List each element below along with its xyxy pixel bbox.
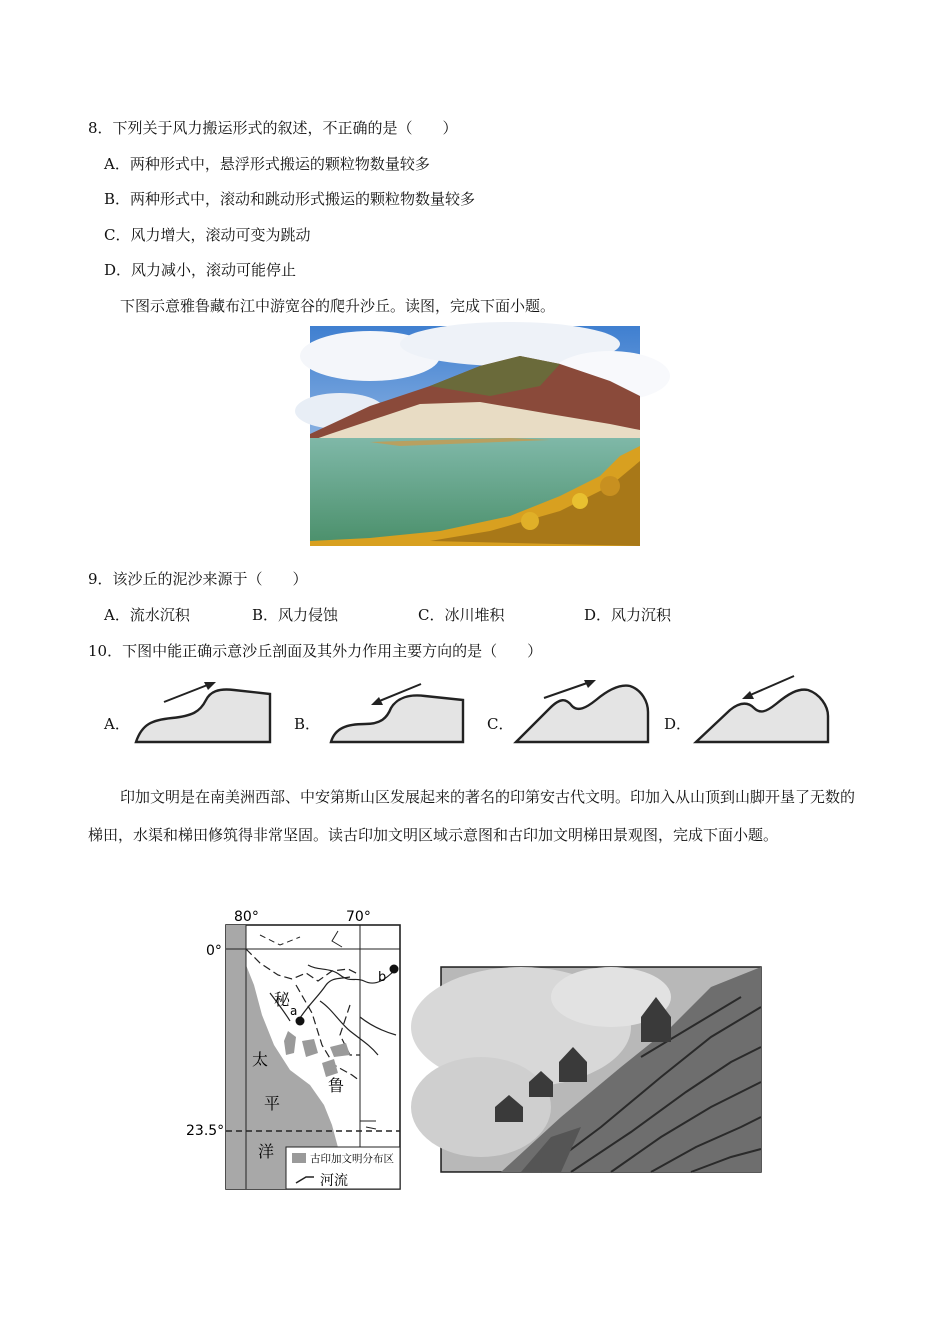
terrace-photo (441, 967, 761, 1172)
inca-map (186, 905, 405, 1195)
q10-diagram-d[interactable] (690, 672, 835, 750)
lon-80-label: 80° (234, 909, 259, 925)
intro-dune: 下图示意雅鲁藏布江中游宽谷的爬升沙丘。读图，完成下面小题。 (120, 297, 556, 315)
ocean-char-1: 太 (252, 1050, 269, 1069)
ocean-char-3: 洋 (258, 1142, 275, 1161)
q9-stem: 9．该沙丘的泥沙来源于（ ） (88, 570, 308, 588)
q8-option-b[interactable]: B．两种形式中，滚动和跳动形式搬运的颗粒物数量较多 (104, 190, 476, 208)
q8-stem: 8．下列关于风力搬运形式的叙述，不正确的是（ ） (88, 119, 458, 137)
point-a-label: a (290, 1004, 298, 1018)
ocean-char-2: 平 (264, 1094, 281, 1113)
q10-diagram-b[interactable] (325, 678, 475, 750)
q10-label-b[interactable]: B． (294, 715, 321, 733)
q10-stem: 10．下图中能正确示意沙丘剖面及其外力作用主要方向的是（ ） (88, 642, 543, 660)
dune-photo (310, 326, 640, 546)
q10-diagram-c[interactable] (510, 672, 655, 750)
lat-0-label: 0° (206, 943, 222, 959)
q8-option-c[interactable]: C．风力增大，滚动可变为跳动 (104, 226, 311, 244)
point-b-label: b (378, 970, 387, 985)
q10-label-a[interactable]: A． (104, 715, 130, 733)
q10-label-d[interactable]: D． (664, 715, 692, 733)
q9-option-c[interactable]: C．冰川堆积 (418, 606, 505, 624)
legend-river-label: 河流 (320, 1173, 348, 1189)
q8-option-d[interactable]: D．风力减小，滚动可能停止 (104, 261, 297, 279)
country-char-1: 秘 (274, 990, 291, 1009)
country-char-2: 鲁 (328, 1076, 345, 1095)
q9-option-d[interactable]: D．风力沉积 (584, 606, 672, 624)
lon-70-label: 70° (346, 909, 371, 925)
lat-23-5-label: 23.5° (186, 1123, 225, 1139)
legend-area-label: 古印加文明分布区 (310, 1153, 394, 1165)
q10-diagram-a[interactable] (130, 678, 280, 750)
q8-option-a[interactable]: A．两种形式中，悬浮形式搬运的颗粒物数量较多 (104, 155, 430, 173)
q9-option-a[interactable]: A．流水沉积 (104, 606, 190, 624)
q10-label-c[interactable]: C． (487, 715, 514, 733)
intro-inca: 印加文明是在南美洲西部、中安第斯山区发展起来的著名的印第安古代文明。印加入从山顶到山脚开垦了无数的梯田，水渠和梯田修筑得非常坚固。读古印加文明区域示意图和古印加文明梯田景观图，完成下面小题。 (88, 788, 856, 844)
q9-option-b[interactable]: B．风力侵蚀 (252, 606, 339, 624)
